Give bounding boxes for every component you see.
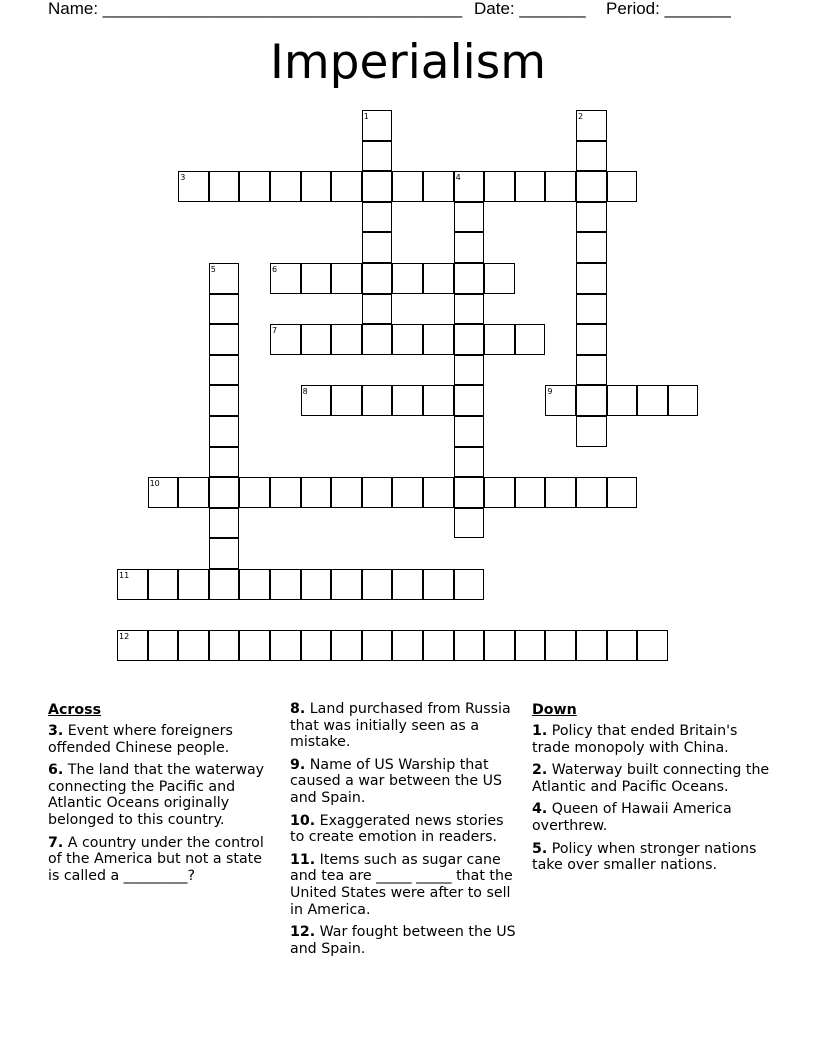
crossword-cell[interactable]: [362, 171, 393, 202]
clue-number: 3: [180, 173, 186, 183]
crossword-cell[interactable]: [209, 447, 240, 478]
crossword-cell[interactable]: [454, 324, 485, 355]
crossword-cell[interactable]: [576, 477, 607, 508]
clue-across-12: 12. War fought between the US and Spain.: [290, 924, 516, 957]
crossword-cell[interactable]: [454, 202, 485, 233]
crossword-cell[interactable]: [576, 385, 607, 416]
crossword-cell[interactable]: [545, 385, 576, 416]
period-field: Period: _______: [606, 0, 731, 18]
crossword-cell[interactable]: [423, 324, 454, 355]
crossword-cell[interactable]: [637, 630, 668, 661]
crossword-cell[interactable]: [301, 569, 332, 600]
clue-across-6: 6. The land that the waterway connecting the Pacific and Atlantic Oceans originally belonged to this country.: [48, 762, 265, 828]
date-field: Date: _______: [474, 0, 586, 18]
crossword-cell[interactable]: [362, 569, 393, 600]
crossword-cell[interactable]: [392, 263, 423, 294]
down-heading: Down: [532, 702, 577, 718]
crossword-cell[interactable]: [362, 477, 393, 508]
across-clues-column-1: [48, 700, 273, 890]
crossword-cell[interactable]: [178, 569, 209, 600]
crossword-cell[interactable]: [392, 385, 423, 416]
crossword-cell[interactable]: [362, 385, 393, 416]
crossword-cell[interactable]: [270, 324, 301, 355]
crossword-cell[interactable]: [515, 171, 546, 202]
crossword-cell[interactable]: [576, 202, 607, 233]
crossword-cell[interactable]: [637, 385, 668, 416]
crossword-cell[interactable]: [576, 141, 607, 172]
crossword-cell[interactable]: [148, 630, 179, 661]
crossword-cell[interactable]: [148, 569, 179, 600]
crossword-cell[interactable]: [545, 171, 576, 202]
crossword-cell[interactable]: [607, 171, 638, 202]
crossword-cell[interactable]: [392, 171, 423, 202]
crossword-cell[interactable]: [301, 324, 332, 355]
crossword-cell[interactable]: [331, 569, 362, 600]
crossword-cell[interactable]: [392, 324, 423, 355]
crossword-cell[interactable]: [607, 385, 638, 416]
crossword-cell[interactable]: [454, 171, 485, 202]
crossword-cell[interactable]: [270, 477, 301, 508]
crossword-cell[interactable]: [239, 569, 270, 600]
crossword-cell[interactable]: [148, 477, 179, 508]
crossword-cell[interactable]: [362, 202, 393, 233]
clue-number: 4: [455, 173, 461, 183]
crossword-cell[interactable]: [362, 232, 393, 263]
crossword-cell[interactable]: [301, 263, 332, 294]
crossword-cell[interactable]: [362, 141, 393, 172]
crossword-cell[interactable]: [270, 630, 301, 661]
across-clues-column-2: [290, 701, 522, 963]
page-title: Imperialism: [270, 35, 546, 90]
crossword-cell[interactable]: [423, 630, 454, 661]
clue-number: 1: [363, 112, 369, 121]
crossword-cell[interactable]: [576, 416, 607, 447]
clue-down-2: 2. Waterway built connecting the Atlantic and Pacific Oceans.: [532, 762, 770, 795]
crossword-cell[interactable]: [209, 508, 240, 539]
crossword-cell[interactable]: [392, 477, 423, 508]
crossword-cell[interactable]: [117, 569, 148, 600]
crossword-cell[interactable]: [331, 263, 362, 294]
crossword-cell[interactable]: [484, 263, 515, 294]
crossword-cell[interactable]: [668, 385, 699, 416]
crossword-cell[interactable]: [362, 630, 393, 661]
crossword-cell[interactable]: [209, 263, 240, 294]
crossword-cell[interactable]: [423, 477, 454, 508]
crossword-cell[interactable]: [209, 171, 240, 202]
clue-number: 10: [149, 479, 160, 489]
clue-down-1: 1. Policy that ended Britain's trade monopoly with China.: [532, 723, 738, 756]
crossword-cell[interactable]: [454, 477, 485, 508]
clue-across-8: 8. Land purchased from Russia that was initially seen as a mistake.: [290, 701, 511, 751]
crossword-cell[interactable]: [209, 294, 240, 325]
crossword-cell[interactable]: [178, 477, 209, 508]
crossword-cell[interactable]: [301, 477, 332, 508]
crossword-cell[interactable]: [239, 630, 270, 661]
crossword-cell[interactable]: [423, 171, 454, 202]
crossword-cell[interactable]: [209, 385, 240, 416]
crossword-cell[interactable]: [454, 508, 485, 539]
crossword-cell[interactable]: [209, 538, 240, 569]
crossword-cell[interactable]: [209, 569, 240, 600]
crossword-cell[interactable]: [392, 569, 423, 600]
crossword-cell[interactable]: [331, 630, 362, 661]
crossword-cell[interactable]: [454, 294, 485, 325]
crossword-cell[interactable]: [484, 324, 515, 355]
crossword-cell[interactable]: [454, 355, 485, 386]
clue-number: 11: [119, 571, 130, 580]
crossword-cell[interactable]: [423, 385, 454, 416]
clue-number: 5: [210, 265, 216, 274]
crossword-cell[interactable]: [331, 324, 362, 355]
clue-across-7: 7. A country under the control of the America but not a state is called a _________?: [48, 834, 264, 884]
crossword-cell[interactable]: [362, 110, 393, 141]
crossword-cell[interactable]: [301, 171, 332, 202]
crossword-cell[interactable]: [301, 385, 332, 416]
crossword-cell[interactable]: [178, 171, 209, 202]
crossword-cell[interactable]: [209, 324, 240, 355]
crossword-cell[interactable]: [239, 171, 270, 202]
crossword-cell[interactable]: [209, 477, 240, 508]
crossword-cell[interactable]: [178, 630, 209, 661]
name-field: Name: ______________________________________: [48, 0, 463, 18]
crossword-cell[interactable]: [331, 385, 362, 416]
crossword-cell[interactable]: [239, 477, 270, 508]
crossword-cell[interactable]: [545, 477, 576, 508]
crossword-cell[interactable]: [362, 263, 393, 294]
down-clues-column: [532, 700, 772, 880]
clue-number: 6: [272, 265, 278, 274]
crossword-cell[interactable]: [576, 630, 607, 661]
crossword-cell[interactable]: [270, 569, 301, 600]
crossword-cell[interactable]: [576, 355, 607, 386]
crossword-cell[interactable]: [484, 477, 515, 508]
clue-across-11: 11. Items such as sugar cane and tea are _____ _____ that the United States were after to sell in America.: [290, 851, 513, 918]
crossword-cell[interactable]: [454, 630, 485, 661]
clue-number: 2: [578, 112, 584, 121]
crossword-cell[interactable]: [576, 324, 607, 355]
crossword-cell[interactable]: [576, 171, 607, 202]
crossword-cell[interactable]: [515, 324, 546, 355]
clue-across-3: 3. Event where foreigners offended Chinese people.: [48, 723, 233, 756]
crossword-cell[interactable]: [362, 324, 393, 355]
crossword-cell[interactable]: [423, 263, 454, 294]
clue-number: 12: [119, 632, 130, 642]
crossword-cell[interactable]: [515, 630, 546, 661]
crossword-cell[interactable]: [484, 630, 515, 661]
crossword-cell[interactable]: [576, 263, 607, 294]
crossword-cell[interactable]: [209, 630, 240, 661]
crossword-cell[interactable]: [117, 630, 148, 661]
crossword-cell[interactable]: [362, 294, 393, 325]
clue-number: 7: [272, 326, 278, 336]
crossword-cell[interactable]: [423, 569, 454, 600]
across-heading: Across: [48, 702, 102, 718]
crossword-cell[interactable]: [607, 630, 638, 661]
crossword-cell[interactable]: [515, 477, 546, 508]
crossword-cell[interactable]: [454, 416, 485, 447]
crossword-cell[interactable]: [454, 232, 485, 263]
crossword-cell[interactable]: [607, 477, 638, 508]
crossword-cell[interactable]: [454, 385, 485, 416]
clue-number: 9: [547, 387, 553, 397]
crossword-cell[interactable]: [392, 630, 423, 661]
clue-down-5: 5. Policy when stronger nations take over smaller nations.: [532, 840, 757, 874]
crossword-cell[interactable]: [270, 171, 301, 202]
crossword-cell[interactable]: [454, 447, 485, 478]
clue-across-9: 9. Name of US Warship that caused a war between the US and Spain.: [290, 756, 503, 806]
crossword-cell[interactable]: [454, 263, 485, 294]
crossword-cell[interactable]: [209, 416, 240, 447]
clue-down-4: 4. Queen of Hawaii America overthrew.: [532, 801, 732, 834]
crossword-cell[interactable]: [301, 630, 332, 661]
crossword-cell[interactable]: [484, 171, 515, 202]
crossword-cell[interactable]: [576, 294, 607, 325]
crossword-cell[interactable]: [576, 110, 607, 141]
crossword-cell[interactable]: [331, 171, 362, 202]
crossword-cell[interactable]: [454, 569, 485, 600]
crossword-cell[interactable]: [331, 477, 362, 508]
crossword-cell[interactable]: [545, 630, 576, 661]
clue-number: 8: [302, 387, 308, 397]
crossword-cell[interactable]: [576, 232, 607, 263]
crossword-cell[interactable]: [270, 263, 301, 294]
clue-across-10: 10. Exaggerated news stories to create emotion in readers.: [290, 812, 504, 846]
crossword-cell[interactable]: [209, 355, 240, 386]
